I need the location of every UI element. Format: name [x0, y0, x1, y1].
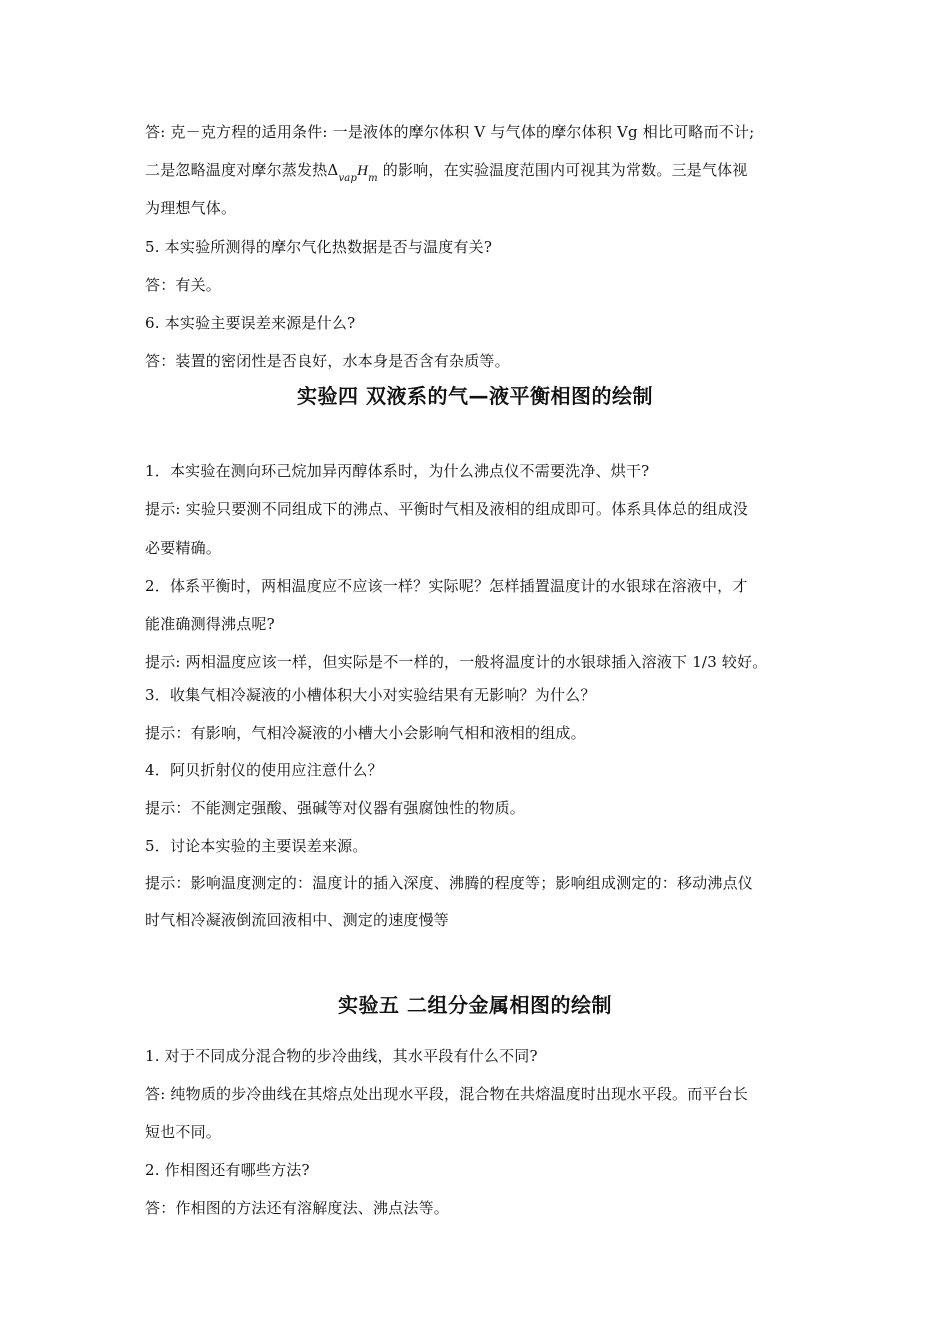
experiment-4-title: 实验四 双液系的气—液平衡相图的绘制 [297, 384, 653, 408]
exp4-answer-3: 提示：有影响，气相冷凝液的小槽大小会影响气相和液相的组成。 [145, 724, 586, 742]
answer-4-line-2-pre: 二是忽略温度对摩尔蒸发热 [145, 161, 328, 179]
exp5-answer-2: 答：作相图的方法还有溶解度法、沸点法等。 [145, 1199, 450, 1217]
exp4-question-1: 1．本实验在测向环己烷加异丙醇体系时，为什么沸点仪不需要洗净、烘干? [145, 462, 650, 480]
exp5-question-1: 1. 对于不同成分混合物的步冷曲线，其水平段有什么不同? [145, 1047, 538, 1065]
answer-4-line-1: 答: 克－克方程的适用条件: 一是液体的摩尔体积 V 与气体的摩尔体积 Vg 相比可略而不计; [145, 123, 755, 141]
exp4-question-2-line-2: 能准确测得沸点呢? [145, 615, 275, 633]
exp4-answer-1-line-1: 提示: 实验只要测不同组成下的沸点、平衡时气相及液相的组成即可。体系具体总的组成没 [145, 500, 749, 518]
answer-6: 答：装置的密闭性是否良好，水本身是否含有杂质等。 [145, 352, 510, 370]
exp5-answer-1-line-2: 短也不同。 [145, 1123, 222, 1141]
exp4-answer-5-line-1: 提示：影响温度测定的：温度计的插入深度、沸腾的程度等；影响组成测定的：移动沸点仪 [145, 874, 754, 892]
delta-symbol: Δ [327, 161, 339, 179]
exp4-question-4: 4．阿贝折射仪的使用应注意什么？ [145, 761, 383, 779]
question-5: 5. 本实验所测得的摩尔气化热数据是否与温度有关? [145, 238, 493, 256]
exp5-question-2: 2. 作相图还有哪些方法? [145, 1161, 310, 1179]
answer-4-line-2 [145, 160, 813, 189]
exp4-answer-2: 提示: 两相温度应该一样，但实际是不一样的，一般将温度计的水银球插入溶液下 1/3 较好。 [145, 653, 768, 671]
exp5-answer-1-line-1: 答: 纯物质的步冷曲线在其熔点处出现水平段，混合物在共熔温度时出现水平段。而平台长 [145, 1085, 749, 1103]
answer-4-line-3: 为理想气体。 [145, 199, 237, 217]
answer-4-line-2-post: 的影响，在实验温度范围内可视其为常数。三是气体视 [382, 161, 748, 179]
answer-5: 答：有关。 [145, 276, 222, 294]
question-6: 6. 本实验主要误差来源是什么? [145, 314, 356, 332]
exp4-question-3: 3．收集气相冷凝液的小槽体积大小对实验结果有无影响？为什么？ [145, 686, 596, 704]
exp4-answer-1-line-2: 必要精确。 [145, 539, 222, 557]
exp4-answer-4: 提示：不能测定强酸、强碱等对仪器有强腐蚀性的物质。 [145, 799, 526, 817]
exp4-question-5: 5．讨论本实验的主要误差来源。 [145, 837, 368, 855]
subscript-vap: vap [338, 173, 358, 184]
exp4-question-2-line-1: 2．体系平衡时，两相温度应不应该一样？实际呢？怎样插置温度计的水银球在溶液中，才 [145, 577, 748, 595]
enthalpy-symbol: H [357, 163, 369, 179]
subscript-m: m [368, 173, 378, 184]
exp4-answer-5-line-2: 时气相冷凝液倒流回液相中、测定的速度慢等 [145, 911, 450, 929]
experiment-5-title: 实验五 二组分金属相图的绘制 [338, 993, 612, 1017]
